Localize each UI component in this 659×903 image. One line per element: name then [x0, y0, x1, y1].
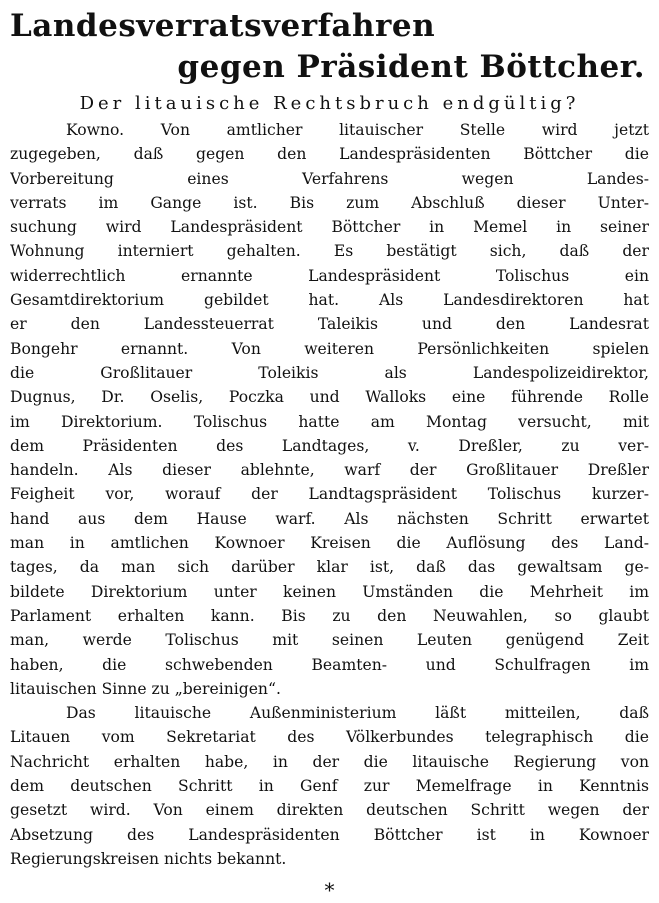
- text-line: Kowno. Von amtlicher litauischer Stelle wird jetzt: [66, 121, 649, 139]
- subheadline: Der litauische Rechtsbruch endgültig?: [79, 93, 580, 114]
- headline-line-2: gegen Präsident Böttcher.: [177, 49, 645, 85]
- text-line: Feigheit vor, worauf der Landtagspräsident Tolischus kurzer-: [10, 485, 649, 504]
- text-line: Litauen vom Sekretariat des Völkerbundes telegraphisch die: [10, 728, 649, 747]
- paragraph-1: [10, 118, 649, 701]
- text-line: Das litauische Außenministerium läßt mitteilen, daß: [66, 704, 649, 723]
- text-line: litauischen Sinne zu „bereinigen“.: [10, 679, 281, 698]
- article-body: [10, 118, 649, 871]
- headline-line-1: Landesverratsverfahren: [10, 8, 436, 44]
- text-line: dem Präsidenten des Landtages, v. Dreßler, zu ver-: [10, 436, 649, 455]
- text-line: hand aus dem Hause warf. Als nächsten Schritt erwartet: [10, 509, 649, 528]
- text-line: er den Landessteuerrat Taleikis und den Landesrat: [10, 315, 649, 334]
- text-line: die Großlitauer Toleikis als Landespolizeidirektor,: [10, 363, 649, 382]
- text-line: widerrechtlich ernannte Landespräsident Tolischus ein: [10, 266, 649, 285]
- text-line: handeln. Als dieser ablehnte, warf der Großlitauer Dreßler: [10, 461, 649, 480]
- text-line: Absetzung des Landespräsidenten Böttcher ist in Kownoer: [10, 825, 649, 844]
- text-line: Bongehr ernannt. Von weiteren Persönlichkeiten spielen: [10, 339, 649, 358]
- text-line: dem deutschen Schritt in Genf zur Memelfrage in Kenntnis: [10, 777, 649, 796]
- text-line: man in amtlichen Kownoer Kreisen die Auflösung des Land-: [10, 534, 649, 553]
- text-line: im Direktorium. Tolischus hatte am Montag versucht, mit: [10, 412, 649, 431]
- text-line: tages, da man sich darüber klar ist, daß das gewaltsam ge-: [10, 558, 649, 577]
- text-line: zugegeben, daß gegen den Landespräsidenten Böttcher die: [10, 145, 649, 164]
- text-line: suchung wird Landespräsident Böttcher in Memel in seiner: [10, 218, 649, 237]
- text-line: gesetzt wird. Von einem direkten deutschen Schritt wegen der: [10, 801, 649, 820]
- separator-asterisk: *: [324, 878, 335, 903]
- text-line: haben, die schwebenden Beamten- und Schulfragen im: [10, 655, 649, 674]
- text-line: Nachricht erhalten habe, in der die litauische Regierung von: [10, 752, 649, 771]
- text-line: Gesamtdirektorium gebildet hat. Als Landesdirektoren hat: [10, 291, 649, 310]
- text-line: verrats im Gange ist. Bis zum Abschluß dieser Unter-: [10, 193, 649, 212]
- text-line: Wohnung interniert gehalten. Es bestätigt sich, daß der: [10, 242, 649, 261]
- text-line: bildete Direktorium unter keinen Umständen die Mehrheit im: [10, 582, 649, 601]
- paragraph-2: [10, 701, 649, 871]
- text-line: Vorbereitung eines Verfahrens wegen Landes-: [10, 169, 649, 188]
- text-line: man, werde Tolischus mit seinen Leuten genügend Zeit: [10, 631, 649, 650]
- text-line: Parlament erhalten kann. Bis zu den Neuwahlen, so glaubt: [10, 606, 649, 625]
- text-line: Regierungskreisen nichts bekannt.: [10, 849, 287, 868]
- text-line: Dugnus, Dr. Oselis, Poczka und Walloks eine führende Rolle: [10, 388, 649, 407]
